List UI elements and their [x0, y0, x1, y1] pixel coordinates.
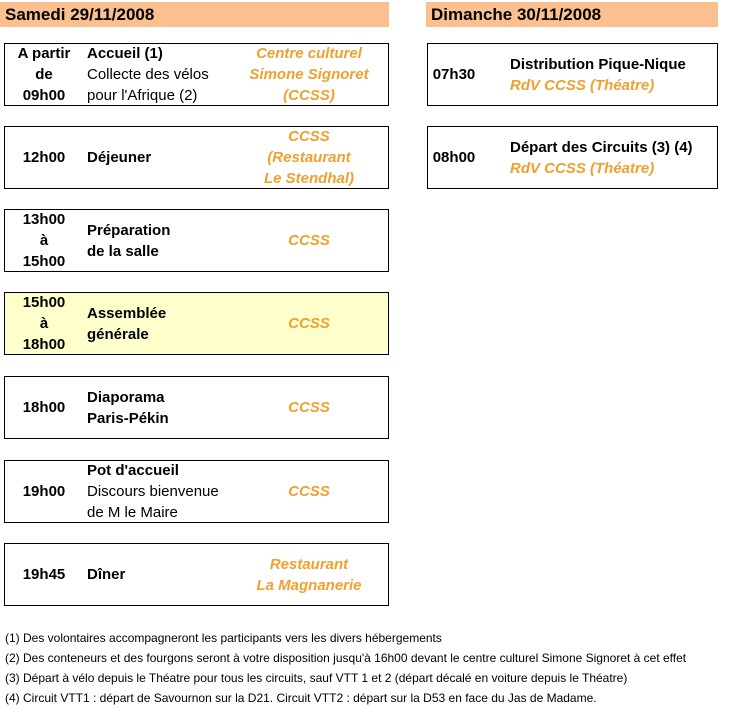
event-location: CCSS	[288, 399, 330, 416]
event-time: 07h30	[432, 66, 476, 83]
event-detail: de M le Maire	[87, 504, 178, 521]
sunday-header: Dimanche 30/11/2008	[426, 2, 718, 27]
footnotes	[5, 628, 686, 708]
event-title: Dîner	[87, 566, 126, 583]
event-dejeuner	[4, 126, 389, 189]
event-accueil	[4, 43, 389, 106]
event-title: Diaporama Paris-Pékin	[87, 388, 169, 427]
event-time: 12h00	[22, 149, 66, 166]
event-location: CCSS	[288, 315, 330, 332]
event-diaporama	[4, 376, 389, 439]
event-description	[510, 44, 710, 105]
event-title: Départ des Circuits (3) (4)	[510, 138, 693, 156]
event-pique-nique	[427, 43, 718, 106]
event-location: RdV CCSS (Théatre)	[510, 76, 655, 94]
event-time: 18h00	[22, 399, 66, 416]
event-depart-circuits	[427, 126, 718, 189]
event-diner	[4, 543, 389, 606]
event-preparation	[4, 209, 389, 272]
event-location: CCSS (Restaurant Le Stendhal)	[263, 128, 354, 187]
event-time: 19h45	[22, 566, 66, 583]
event-title: Pot d'accueil	[87, 462, 179, 479]
event-title: Préparation de la salle	[87, 221, 171, 260]
event-description	[510, 127, 710, 188]
event-location: Restaurant La Magnanerie	[256, 555, 362, 594]
event-detail: Collecte des vélos	[87, 66, 209, 83]
event-assemblee	[4, 292, 389, 355]
event-description	[87, 377, 187, 438]
event-description	[87, 210, 187, 271]
event-description	[87, 293, 187, 354]
event-time: 08h00	[432, 149, 476, 166]
event-detail: pour l'Afrique (2)	[87, 87, 198, 104]
event-pot-accueil	[4, 460, 389, 523]
event-description	[87, 461, 255, 522]
footnote: (3) Départ à vélo depuis le Théatre pour tous les circuits, sauf VTT 1 et 2 (départ décalé en voiture depuis le Théatre)	[5, 671, 628, 685]
event-title: Accueil (1)	[87, 45, 163, 62]
event-description	[87, 127, 255, 188]
event-description	[87, 544, 255, 605]
event-time: 19h00	[22, 483, 66, 500]
footnote: (1) Des volontaires accompagneront les participants vers les divers hébergements	[5, 631, 442, 645]
event-location: CCSS	[288, 232, 330, 249]
event-title: Distribution Pique-Nique	[510, 55, 686, 73]
footnote: (2) Des conteneurs et des fourgons seront à votre disposition jusqu'à 16h00 devant le centre culturel Simone Signoret à cet effet	[5, 651, 687, 665]
footnote: (4) Circuit VTT1 : départ de Savournon sur la D21. Circuit VTT2 : départ sur la D53 en face du Jas de Madame.	[5, 691, 597, 705]
event-time: 13h00 à 15h00	[22, 211, 66, 270]
event-time: A partir de 09h00	[17, 45, 71, 104]
event-title: Déjeuner	[87, 149, 152, 166]
event-location: Centre culturel Simone Signoret (CCSS)	[249, 45, 369, 104]
event-description	[87, 44, 255, 105]
event-location: CCSS	[288, 483, 330, 500]
event-location: RdV CCSS (Théatre)	[510, 159, 655, 177]
event-time: 15h00 à 18h00	[22, 294, 66, 353]
event-detail: Discours bienvenue	[87, 483, 219, 500]
saturday-header: Samedi 29/11/2008	[0, 2, 389, 27]
event-title: Assemblée générale	[87, 304, 167, 343]
